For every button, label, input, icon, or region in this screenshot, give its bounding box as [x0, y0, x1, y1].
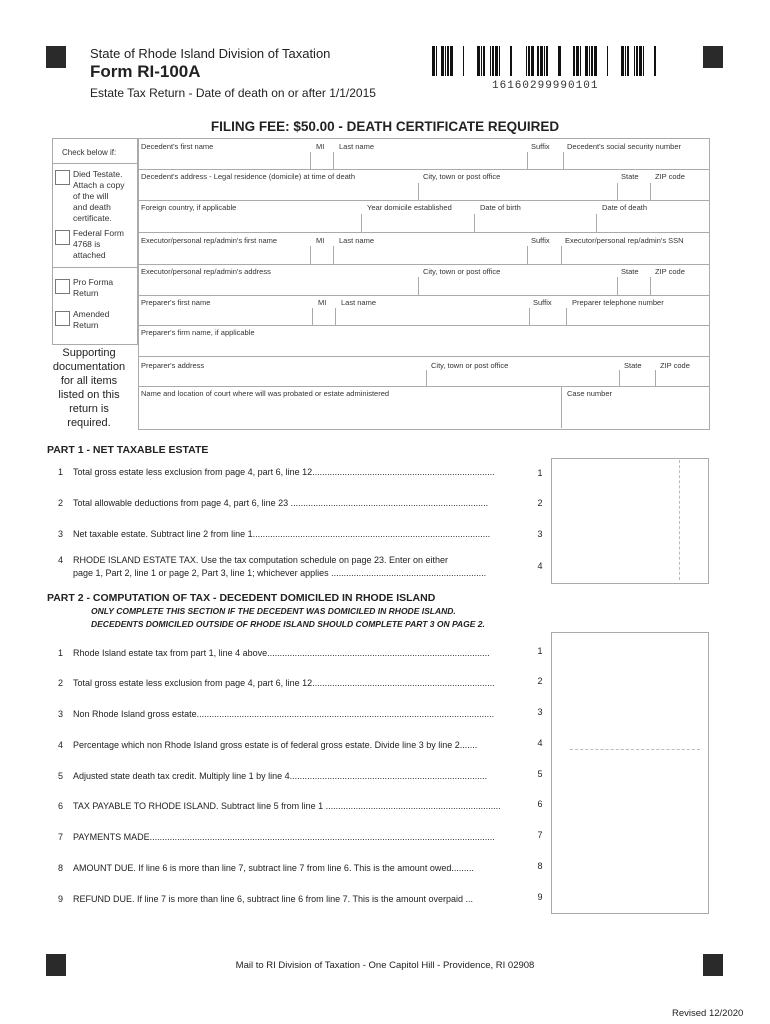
barcode-bar — [558, 46, 561, 76]
percentage-entry-boxes[interactable] — [570, 747, 700, 750]
executor-mi-label: MI — [316, 236, 325, 245]
part2-line1-box: 1 — [537, 646, 543, 656]
supporting-documentation-note: Supporting documentation for all items listed on this return is required. — [52, 347, 126, 429]
part2-line8-number: 8 — [58, 863, 64, 873]
part2-line7-number: 7 — [58, 832, 64, 842]
part2-line4-box: 4 — [537, 738, 543, 748]
part2-line8-amount[interactable] — [553, 853, 705, 879]
decedent-ssn-label: Decedent's social security number — [567, 142, 681, 151]
part2-line3-amount[interactable] — [553, 699, 705, 725]
barcode-bar — [621, 46, 624, 76]
mail-to-address: Mail to RI Division of Taxation - One Capitol Hill - Providence, RI 02908 — [235, 960, 535, 971]
part1-line4-amount[interactable] — [553, 550, 705, 578]
part2-line3-box: 3 — [537, 707, 543, 717]
barcode-number: 16160299990101 — [492, 80, 599, 92]
barcode-bar — [441, 46, 444, 76]
decedent-first-name-input[interactable] — [140, 152, 308, 168]
barcode-bar — [447, 46, 449, 76]
barcode-bar — [607, 46, 608, 76]
preparer-suffix-label: Suffix — [533, 298, 552, 307]
part1-line4-text: RHODE ISLAND ESTATE TAX. Use the tax computation schedule on page 23. Enter on either — [73, 555, 449, 565]
barcode-bar — [544, 46, 545, 76]
part2-line1-text: Rhode Island estate tax from part 1, line 4 above......................................................................................... — [73, 648, 490, 658]
part2-line3-text: Non Rhode Island gross estate....................................................................................................................... — [73, 709, 495, 719]
barcode-bar — [445, 46, 446, 76]
preparer-zip-label: ZIP code — [660, 361, 690, 370]
court-location-label: Name and location of court where will was probated or estate administered — [141, 389, 390, 398]
part2-title: PART 2 - COMPUTATION OF TAX - DECEDENT DOMICILED IN RHODE ISLAND — [47, 592, 436, 604]
decedent-last-name-label: Last name — [339, 142, 375, 151]
barcode-bar — [483, 46, 485, 76]
check-title: Check below if: — [62, 148, 117, 157]
part1-line2-amount[interactable] — [553, 490, 705, 514]
part2-line7-box: 7 — [537, 830, 543, 840]
barcode-bar — [490, 46, 491, 76]
barcode-bar — [436, 46, 437, 76]
part2-line5-number: 5 — [58, 771, 64, 781]
barcode-bar — [526, 46, 527, 76]
year-domicile-label: Year domicile established — [367, 203, 452, 212]
part1-line4-text-continued: page 1, Part 2, line 1 or page 2, Part 3, line 1; whichever applies .............................................................. — [73, 568, 487, 578]
part1-line3-box: 3 — [537, 529, 543, 539]
part2-line4-number: 4 — [58, 740, 64, 750]
part1-line1-number: 1 — [58, 467, 64, 477]
part2-line3-number: 3 — [58, 709, 64, 719]
part2-line1-amount[interactable] — [553, 638, 705, 664]
part1-line1-amount[interactable] — [553, 461, 705, 485]
executor-suffix-label: Suffix — [531, 236, 550, 245]
executor-address-label: Executor/personal rep/admin's address — [141, 267, 271, 276]
registration-mark-top-right — [703, 46, 723, 68]
preparer-telephone-label: Preparer telephone number — [572, 298, 664, 307]
part2-line5-box: 5 — [537, 769, 543, 779]
filing-fee-heading: FILING FEE: $50.00 - DEATH CERTIFICATE REQUIRED — [210, 119, 560, 134]
foreign-country-label: Foreign country, if applicable — [141, 203, 237, 212]
pro-forma-label: Pro Forma Return — [73, 277, 114, 298]
part2-note-2: DECEDENTS DOMICILED OUTSIDE OF RHODE ISLAND SHOULD COMPLETE PART 3 ON PAGE 2. — [91, 619, 485, 629]
barcode-bar — [636, 46, 638, 76]
decedent-mi-label: MI — [316, 142, 325, 151]
part2-line9-number: 9 — [58, 894, 64, 904]
part2-line6-text: TAX PAYABLE TO RHODE ISLAND. Subtract line 5 from line 1 ...................................................................... — [73, 801, 501, 811]
part2-line8-text: AMOUNT DUE. If line 6 is more than line 7, subtract line 7 from line 6. This is the amount owed......... — [73, 863, 474, 873]
agency-name: State of Rhode Island Division of Taxation — [90, 46, 331, 61]
barcode-bar — [627, 46, 629, 76]
barcode-bar — [546, 46, 548, 76]
date-of-birth-label: Date of birth — [480, 203, 521, 212]
barcode-bar — [589, 46, 590, 76]
part1-line2-text: Total allowable deductions from page 4, part 6, line 23 ............................................................................... — [73, 498, 489, 508]
barcode-bar — [463, 46, 464, 76]
barcode-bar — [495, 46, 498, 76]
revised-date: Revised 12/2020 — [672, 1008, 744, 1019]
part1-line3-number: 3 — [58, 529, 64, 539]
barcode — [432, 46, 662, 76]
decedent-zip-label: ZIP code — [655, 172, 685, 181]
barcode-bar — [499, 46, 500, 76]
part2-line5-text: Adjusted state death tax credit. Multiply line 1 by line 4............................................................................... — [73, 771, 488, 781]
part2-line6-amount[interactable] — [553, 791, 705, 817]
decedent-first-name-label: Decedent's first name — [141, 142, 214, 151]
part2-line2-number: 2 — [58, 678, 64, 688]
federal-form-4768-checkbox[interactable] — [55, 230, 70, 245]
barcode-bar — [585, 46, 588, 76]
part2-note-1: ONLY COMPLETE THIS SECTION IF THE DECEDENT WAS DOMICILED IN RHODE ISLAND. — [91, 606, 456, 616]
decedent-address-label: Decedent's address - Legal residence (domicile) at time of death — [141, 172, 356, 181]
executor-zip-label: ZIP code — [655, 267, 685, 276]
preparer-mi-label: MI — [318, 298, 327, 307]
barcode-bar — [573, 46, 575, 76]
part2-line2-box: 2 — [537, 676, 543, 686]
barcode-bar — [643, 46, 644, 76]
part2-line8-box: 8 — [537, 861, 543, 871]
executor-first-name-label: Executor/personal rep/admin's first name — [141, 236, 278, 245]
barcode-bar — [591, 46, 593, 76]
registration-mark-top-left — [46, 46, 66, 68]
part1-line3-text: Net taxable estate. Subtract line 2 from line 1............................................................................................... — [73, 529, 491, 539]
barcode-bar — [654, 46, 656, 76]
barcode-bar — [528, 46, 530, 76]
date-of-death-label: Date of death — [602, 203, 648, 212]
barcode-bar — [540, 46, 543, 76]
died-testate-checkbox[interactable] — [55, 170, 70, 185]
part2-line9-text: REFUND DUE. If line 7 is more than line 6, subtract line 6 from line 7. This is the amount overpaid ... — [73, 894, 474, 904]
part1-line4-box: 4 — [537, 561, 543, 571]
barcode-bar — [537, 46, 539, 76]
amended-checkbox[interactable] — [55, 311, 70, 326]
executor-last-name-label: Last name — [339, 236, 375, 245]
part2-line9-amount[interactable] — [553, 884, 705, 910]
barcode-bar — [432, 46, 435, 76]
died-testate-label: Died Testate. Attach a copy of the will and death certificate. — [73, 169, 125, 223]
part1-line4-number: 4 — [58, 555, 64, 565]
barcode-bar — [639, 46, 642, 76]
preparer-last-name-label: Last name — [341, 298, 377, 307]
form-subtitle: Estate Tax Return - Date of death on or after 1/1/2015 — [90, 86, 376, 100]
barcode-bar — [531, 46, 534, 76]
barcode-bar — [580, 46, 581, 76]
decedent-state-label: State — [621, 172, 639, 181]
part2-line2-text: Total gross estate less exclusion from page 4, part 6, line 12......................................................................... — [73, 678, 495, 688]
part2-line2-amount[interactable] — [553, 668, 705, 694]
part1-line3-amount[interactable] — [553, 520, 705, 544]
preparer-state-label: State — [624, 361, 642, 370]
barcode-bar — [492, 46, 494, 76]
executor-city-label: City, town or post office — [423, 267, 501, 276]
case-number-label: Case number — [567, 389, 613, 398]
part2-line1-number: 1 — [58, 648, 64, 658]
decedent-ssn-input[interactable] — [565, 152, 706, 168]
barcode-bar — [477, 46, 480, 76]
barcode-bar — [634, 46, 635, 76]
barcode-bar — [576, 46, 579, 76]
part1-line2-number: 2 — [58, 498, 64, 508]
preparer-first-name-label: Preparer's first name — [141, 298, 211, 307]
part1-line1-text: Total gross estate less exclusion from page 4, part 6, line 12......................................................................... — [73, 467, 495, 477]
part2-line4-amount[interactable] — [553, 730, 705, 756]
amended-label: Amended Return — [73, 309, 110, 330]
decedent-city-label: City, town or post office — [423, 172, 501, 181]
barcode-bar — [625, 46, 626, 76]
preparer-city-label: City, town or post office — [431, 361, 509, 370]
preparer-firm-label: Preparer's firm name, if applicable — [141, 328, 255, 337]
part2-line6-number: 6 — [58, 801, 64, 811]
part2-line9-box: 9 — [537, 892, 543, 902]
barcode-bar — [481, 46, 482, 76]
decedent-suffix-label: Suffix — [531, 142, 550, 151]
part2-line7-amount[interactable] — [553, 822, 705, 848]
executor-state-label: State — [621, 267, 639, 276]
decedent-address-input[interactable] — [140, 183, 416, 199]
part2-line7-text: PAYMENTS MADE.......................................................................................................................................... — [73, 832, 495, 842]
pro-forma-checkbox[interactable] — [55, 279, 70, 294]
part2-line5-amount[interactable] — [553, 761, 705, 787]
barcode-bar — [450, 46, 453, 76]
barcode-bar — [594, 46, 597, 76]
preparer-address-label: Preparer's address — [141, 361, 205, 370]
part2-line6-box: 6 — [537, 799, 543, 809]
form-title: Form RI-100A — [90, 62, 201, 81]
part1-line1-box: 1 — [537, 468, 543, 478]
federal-form-4768-label: Federal Form 4768 is attached — [73, 228, 125, 260]
executor-ssn-label: Executor/personal rep/admin's SSN — [565, 236, 684, 245]
barcode-bar — [510, 46, 512, 76]
part1-line2-box: 2 — [537, 498, 543, 508]
part1-title: PART 1 - NET TAXABLE ESTATE — [47, 444, 209, 456]
part2-line4-text: Percentage which non Rhode Island gross estate is of federal gross estate. Divide line 3 by line 2....... — [73, 740, 478, 750]
